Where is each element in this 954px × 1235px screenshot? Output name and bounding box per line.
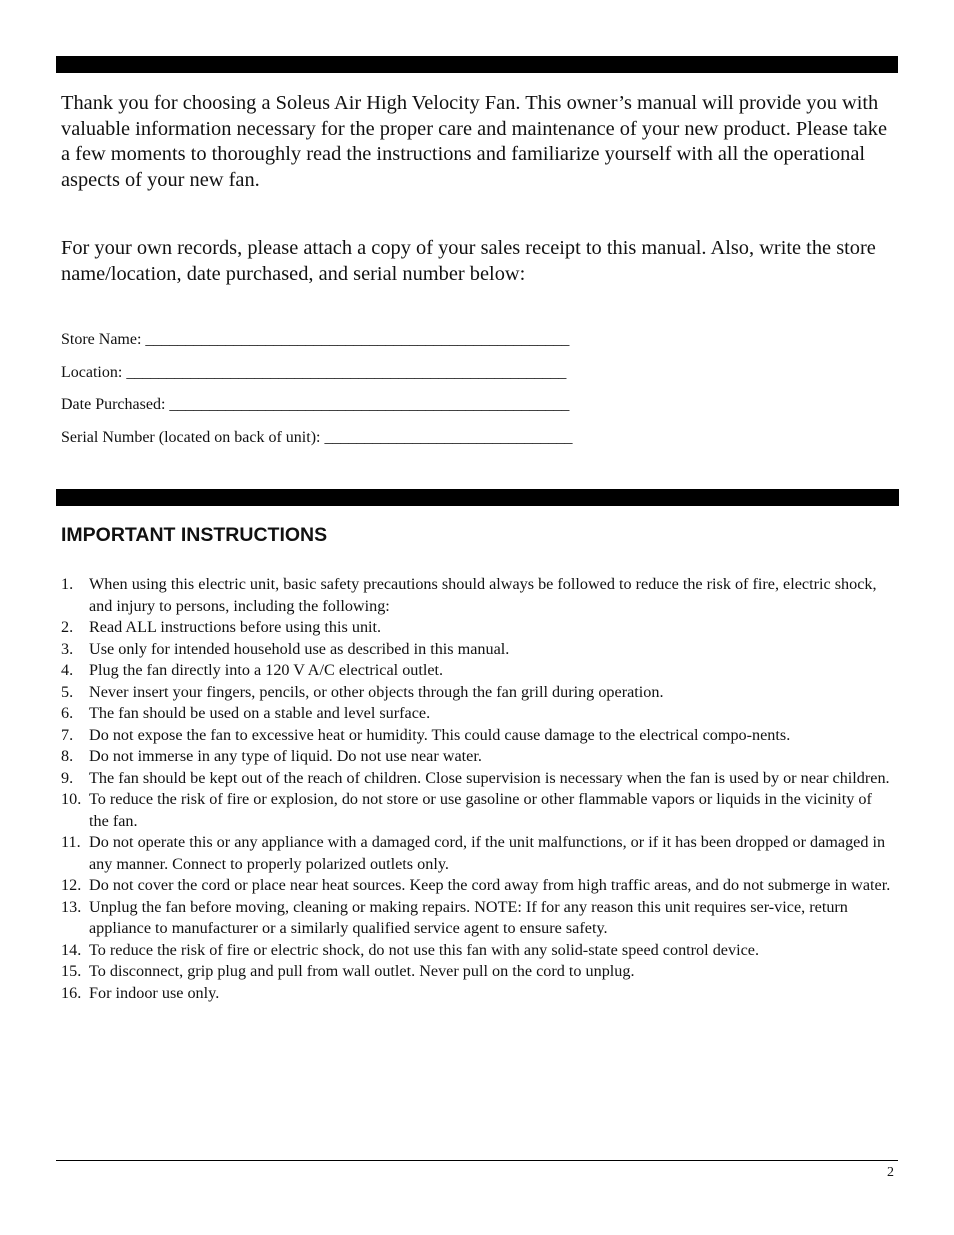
item-text: Plug the fan directly into a 120 V A/C electrical outlet. [89, 661, 444, 679]
item-number: 12. [61, 876, 82, 894]
item-number: 16. [61, 983, 82, 1002]
item-text: Do not cover the cord or place near heat sources. Keep the cord away from high traffic areas, and do not submerge in water. [89, 876, 891, 894]
list-item [61, 746, 891, 768]
item-text: Do not operate this or any appliance with a damaged cord, if the unit malfunctions, or if it has been dropped or damaged in any manner. Connect to properly polarized outlets only. [89, 833, 886, 873]
item-text: To reduce the risk of fire or electric shock, do not use this fan with any solid-state speed control device. [89, 940, 759, 959]
serial-number-field: Serial Number (located on back of unit): _______________________________ [61, 428, 573, 446]
item-number: 11. [61, 833, 81, 851]
item-text: Unplug the fan before moving, cleaning or making repairs. NOTE: If for any reason this unit requires ser-vice, return appliance to manufacturer or a similarly qualified service agent to ensure safety. [89, 897, 848, 937]
list-item [61, 768, 891, 790]
list-item [61, 897, 891, 940]
page-number: 2 [887, 1165, 894, 1180]
list-item [61, 961, 891, 983]
list-item [61, 703, 891, 725]
list-item [61, 725, 891, 747]
instructions-list [61, 574, 891, 1004]
item-number: 5. [61, 682, 74, 701]
item-text: The fan should be used on a stable and level surface. [89, 704, 431, 722]
item-text: Read ALL instructions before using this unit. [89, 618, 382, 636]
list-item [61, 875, 891, 897]
item-number: 14. [61, 940, 82, 959]
section-divider-bar [56, 489, 899, 506]
section-heading: IMPORTANT INSTRUCTIONS [61, 524, 328, 546]
item-number: 10. [61, 790, 82, 808]
list-item [61, 660, 891, 682]
records-paragraph: For your own records, please attach a copy of your sales receipt to this manual. Also, write the store name/location, date purchased, and serial number below: [61, 237, 876, 285]
store-name-field: Store Name: _____________________________________________________ [61, 331, 570, 348]
item-number: 8. [61, 747, 74, 765]
item-number: 1. [61, 575, 74, 593]
item-number: 7. [61, 725, 74, 744]
list-item [61, 574, 891, 617]
list-item [61, 940, 891, 962]
item-number: 13. [61, 897, 82, 916]
item-number: 2. [61, 618, 74, 636]
date-purchased-field: Date Purchased: __________________________________________________ [61, 396, 570, 413]
item-text: Use only for intended household use as described in this manual. [89, 639, 510, 658]
list-item [61, 789, 891, 832]
record-fields [61, 328, 921, 458]
location-field: Location: _______________________________________________________ [61, 363, 567, 381]
list-item [61, 682, 891, 704]
item-text: Never insert your fingers, pencils, or other objects through the fan grill during operation. [89, 682, 664, 701]
list-item [61, 639, 891, 661]
item-number: 4. [61, 661, 74, 679]
top-divider-bar [56, 56, 898, 73]
item-text: To reduce the risk of fire or explosion, do not store or use gasoline or other flammable vapors or liquids in the vicinity of the fan. [89, 790, 872, 830]
item-text: The fan should be kept out of the reach of children. Close supervision is necessary when the fan is used by or near children. [89, 768, 890, 787]
item-text: When using this electric unit, basic safety precautions should always be followed to reduce the risk of fire, electric shock, and injury to persons, including the following: [89, 575, 877, 615]
intro-paragraph: Thank you for choosing a Soleus Air High Velocity Fan. This owner’s manual will provide you with valuable information necessary for the proper care and maintenance of your new product. Please take a few moments to thoroughly read the instructions and familiarize yourself with all the operational aspects of your new fan. [61, 92, 888, 191]
item-number: 6. [61, 704, 74, 722]
list-item [61, 983, 891, 1005]
footer-rule [56, 1160, 898, 1161]
item-number: 15. [61, 962, 82, 980]
item-text: To disconnect, grip plug and pull from wall outlet. Never pull on the cord to unplug. [89, 962, 635, 980]
item-number: 9. [61, 768, 74, 787]
item-text: Do not immerse in any type of liquid. Do not use near water. [89, 747, 482, 765]
item-text: Do not expose the fan to excessive heat or humidity. This could cause damage to the electrical compo-nents. [89, 725, 791, 744]
item-text: For indoor use only. [89, 983, 220, 1002]
list-item [61, 617, 891, 639]
item-number: 3. [61, 639, 74, 658]
list-item [61, 832, 891, 875]
